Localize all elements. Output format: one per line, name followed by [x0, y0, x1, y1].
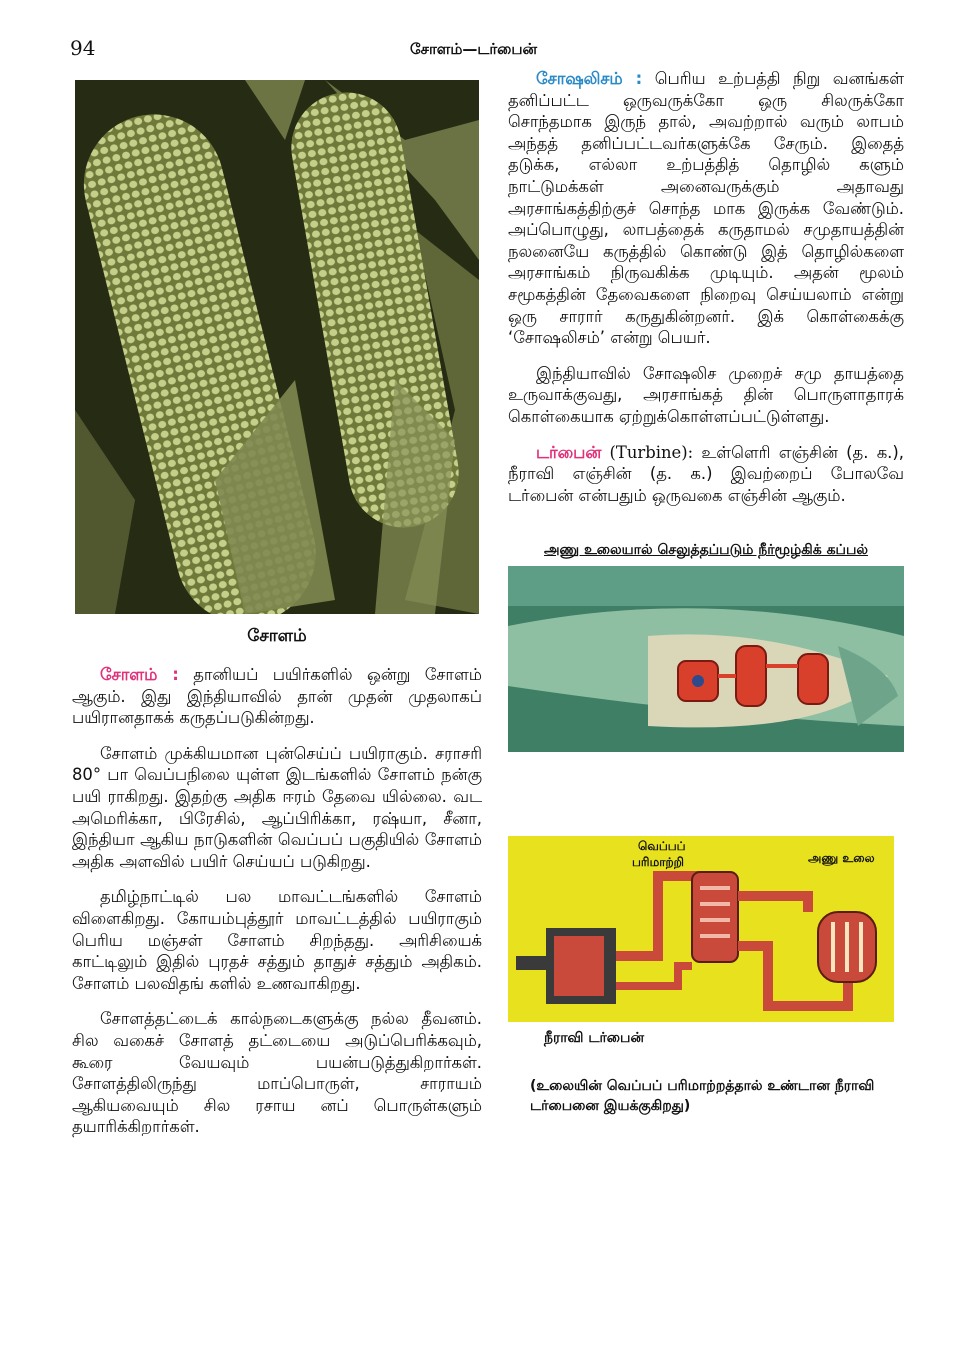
turbine-term-latin: (Turbine):	[601, 442, 694, 462]
submarine-figure-title: அணு உலையால் செலுத்தப்படும் நீர்மூழ்கிக் கப்பல்	[543, 542, 868, 559]
turbine-diagram-art	[508, 836, 894, 1022]
turbine-diagram	[508, 836, 894, 1022]
corn-photo	[75, 80, 479, 614]
heat-exchanger-label-1: வெப்பப்	[638, 839, 686, 854]
corn-paragraph-1	[72, 664, 482, 729]
turbine-paragraph	[508, 442, 904, 507]
turbine-paragraph-text: உள்ளெரி எஞ்சின் (த. க.), நீராவி எஞ்சின் (த. க.) இவற்றைப் போலவே டர்பைன் என்பதும் ஒருவகை எஞ்சின் ஆகும்.	[508, 442, 904, 505]
page-number: 94	[70, 36, 96, 60]
corn-photo-art	[75, 80, 479, 614]
corn-paragraph-2: சோளம் முக்கியமான புன்செய்ப் பயிராகும். சராசரி 80° பா வெப்பநிலை யுள்ள இடங்களில் சோளம் நன்கு பயி ராகிறது. இதற்கு அதிக ஈரம் தேவை யில்லை. வட அமெரிக்கா, பிரேசில், ஆப்பிரிக்கா, ரஷ்யா, சீனா, இந்தியா ஆகிய நாடுகளின் வெப்பப் பகுதியில் சோளம் அதிக அளவில் பயிர் செய்யப் படுகிறது.	[72, 743, 482, 871]
turbine-figure-note: (உலையின் வெப்பப் பரிமாற்றத்தால் உண்டான நீராவி டர்பைனை இயக்குகிறது)	[530, 1078, 875, 1115]
corn-paragraph-1-text: தானியப் பயிர்களில் ஒன்று சோளம் ஆகும். இது இந்தியாவில் தான் முதன் முதலாகப் பயிரானதாகக் கருதப்படுகின்றது.	[72, 665, 482, 728]
heat-exchanger-label-2: பரிமாற்றி	[632, 855, 684, 870]
corn-paragraph-4: சோளத்தட்டைக் கால்நடைகளுக்கு நல்ல தீவனம். சில வகைச் சோளத் தட்டையை அடுப்பெரிக்கவும், கூரை வேயவும் பயன்படுத்துகிறார்கள். சோளத்திலிருந்து மாப்பொருள், சாராயம் ஆகியவையும் சில ரசாய னப் பொருள்களும் தயாரிக்கிறார்கள்.	[72, 1009, 482, 1137]
right-column	[508, 68, 904, 1116]
steam-turbine-label: நீராவி டர்பைன்	[544, 1030, 645, 1047]
corn-paragraph-3: தமிழ்நாட்டில் பல மாவட்டங்களில் சோளம் விளைகிறது. கோயம்புத்தூர் மாவட்டத்தில் பயிராகும் பெரிய மஞ்சள் சோளம் சிறந்தது. அரிசியைக் காட்டிலும் இதில் புரதச் சத்தும் தாதுச் சத்தும் அதிகம். சோளம் பலவிதங் களில் உணவாகிறது.	[72, 887, 482, 993]
socialism-paragraph-1	[508, 68, 904, 349]
corn-term: சோளம் :	[100, 665, 179, 684]
socialism-term: சோஷலிசம் :	[536, 69, 643, 88]
turbine-term: டர்பைன்	[536, 442, 602, 462]
running-title: சோளம்—டர்பைன்	[410, 40, 538, 58]
reactor-label: அணு உலை	[808, 851, 875, 866]
socialism-paragraph-2: இந்தியாவில் சோஷலிச முறைச் சமு தாயத்தை உருவாக்குவது, அரசாங்கத் தின் பொருளாதாரக் கொள்கையாக ஏற்றுக்கொள்ளப்பட்டுள்ளது.	[508, 363, 904, 426]
submarine-illustration-art	[508, 566, 904, 752]
submarine-illustration	[508, 566, 904, 752]
left-column	[72, 80, 482, 1152]
photo-caption: சோளம்	[247, 626, 307, 646]
socialism-paragraph-1-text: பெரிய உற்பத்தி நிறு வனங்கள் தனிப்பட்ட ஒருவருக்கோ ஒரு சிலருக்கோ சொந்தமாக இருந் தால், அவற்றால் வரும் லாபம் அந்தத் தனிப்பட்டவர்களுக்கே சேரும். இதைத் தடுக்க, எல்லா உற்பத்தித் தொழில் களும் நாட்டுமக்கள் அனைவருக்கும் அதாவது அரசாங்கத்திற்குச் சொந்த மாக இருக்க வேண்டும். அப்பொழுது, லாபத்தைக் கருதாமல் சமுதாயத்தின் நலனையே கருத்தில் கொண்டு இத் தொழில்களை அரசாங்கம் நிருவகிக்க முடியும். அதன் மூலம் சமூகத்தின் தேவைகளை நிறைவு செய்யலாம் என்று ஒரு சாரார் கருதுகின்றனர். இக் கொள்கைக்கு ‘சோஷலிசம்’ என்று பெயர்.	[508, 69, 904, 348]
